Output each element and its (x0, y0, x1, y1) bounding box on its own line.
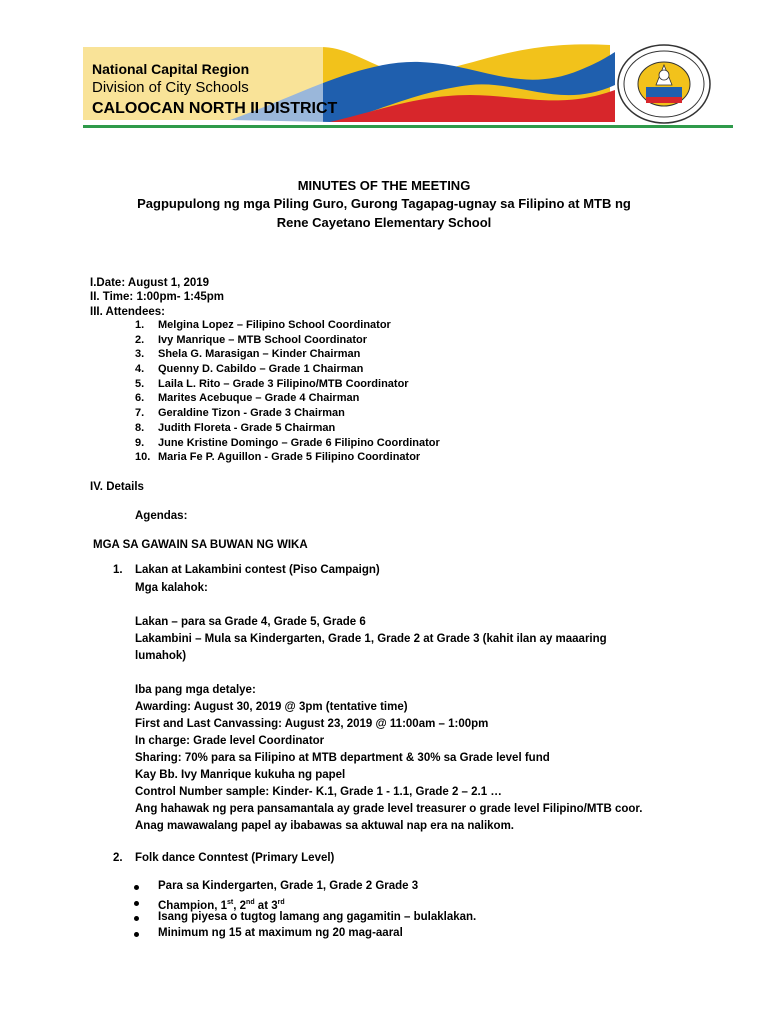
list-item: Minimum ng 15 at maximum ng 20 mag-aaral (132, 926, 476, 942)
bullet-icon (134, 901, 139, 906)
item1-line: Ang hahawak ng pera pansamantala ay grade level treasurer o grade level Filipino/MTB coor. (135, 803, 643, 815)
header-division: Division of City Schools (92, 79, 249, 96)
list-item: Para sa Kindergarten, Grade 1, Grade 2 Grade 3 (132, 879, 476, 895)
item1-line: Lakambini – Mula sa Kindergarten, Grade 1, Grade 2 at Grade 3 (kahit ilan ay maaaring (135, 633, 607, 645)
item1-line: Kay Bb. Ivy Manrique kukuha ng papel (135, 769, 346, 781)
item2-number: 2. (113, 852, 123, 864)
meeting-date: I.Date: August 1, 2019 (90, 277, 210, 289)
header-region: National Capital Region (92, 61, 250, 77)
item1-line: Mga kalahok: (135, 582, 208, 594)
doc-subtitle-line2: Rene Cayetano Elementary School (276, 215, 492, 230)
item1-line: First and Last Canvassing: August 23, 2019 @ 11:00am – 1:00pm (135, 718, 489, 730)
attendee-item: 6. Marites Acebuque – Grade 4 Chairman (135, 392, 360, 405)
details-heading: IV. Details (90, 481, 144, 493)
item1-body (135, 580, 642, 835)
attendee-item: 2. Ivy Manrique – MTB School Coordinator (135, 333, 368, 346)
agendas-label: Agendas: (135, 510, 188, 522)
item1-title: Lakan at Lakambini contest (Piso Campaign) (135, 564, 380, 576)
bullet-icon (134, 916, 139, 921)
item1-line (135, 665, 642, 682)
attendee-item: 1. Melgina Lopez – Filipino School Coordinator (135, 319, 391, 331)
item1-line (135, 597, 642, 614)
list-item: Champion, 1st, 2nd at 3rd (132, 895, 476, 911)
attendee-item: 10. Maria Fe P. Aguillon - Grade 5 Filipino Coordinator (135, 451, 421, 464)
attendee-item: 4. Quenny D. Cabildo – Grade 1 Chairman (135, 363, 364, 376)
item1-line: Control Number sample: Kinder- K.1, Grade 1 - 1.1, Grade 2 – 2.1 … (135, 786, 502, 798)
attendee-item: 9. June Kristine Domingo – Grade 6 Filipino Coordinator (135, 436, 440, 449)
section-title: MGA SA GAWAIN SA BUWAN NG WIKA (93, 539, 308, 551)
list-item: Isang piyesa o tugtog lamang ang gagamitin – bulaklakan. (132, 910, 476, 926)
item2-bullet-list (132, 879, 476, 941)
attendees-heading: III. Attendees: (90, 306, 165, 318)
item1-line: Sharing: 70% para sa Filipino at MTB department & 30% sa Grade level fund (135, 752, 550, 764)
item1-number: 1. (113, 564, 123, 576)
item1-line: Awarding: August 30, 2019 @ 3pm (tentative time) (135, 701, 408, 713)
item1-line: Anag mawawalang papel ay ibabawas sa aktuwal nap era na nalikom. (135, 820, 515, 832)
attendee-item: 7. Geraldine Tizon - Grade 3 Chairman (135, 407, 345, 420)
division-seal-logo (616, 43, 712, 125)
item1-line: Lakan – para sa Grade 4, Grade 5, Grade 6 (135, 616, 366, 628)
meeting-time: II. Time: 1:00pm- 1:45pm (90, 291, 224, 303)
attendee-list (135, 318, 440, 465)
bullet-icon (134, 932, 139, 937)
item1-line: Iba pang mga detalye: (135, 684, 256, 696)
item1-line: In charge: Grade level Coordinator (135, 735, 325, 747)
header-rule (83, 125, 733, 128)
item1-line: lumahok) (135, 650, 187, 662)
attendee-item: 8. Judith Floreta - Grade 5 Chairman (135, 421, 336, 434)
header-district: CALOOCAN NORTH II DISTRICT (92, 100, 338, 117)
attendee-item: 3. Shela G. Marasigan – Kinder Chairman (135, 348, 361, 361)
bullet-icon (134, 885, 139, 890)
attendee-item: 5. Laila L. Rito – Grade 3 Filipino/MTB Coordinator (135, 377, 409, 390)
item2-title: Folk dance Conntest (Primary Level) (135, 852, 335, 864)
doc-subtitle-line1: Pagpupulong ng mga Piling Guro, Gurong Tagapag-ugnay sa Filipino at MTB ng (137, 196, 631, 211)
doc-title: MINUTES OF THE MEETING (297, 178, 471, 193)
